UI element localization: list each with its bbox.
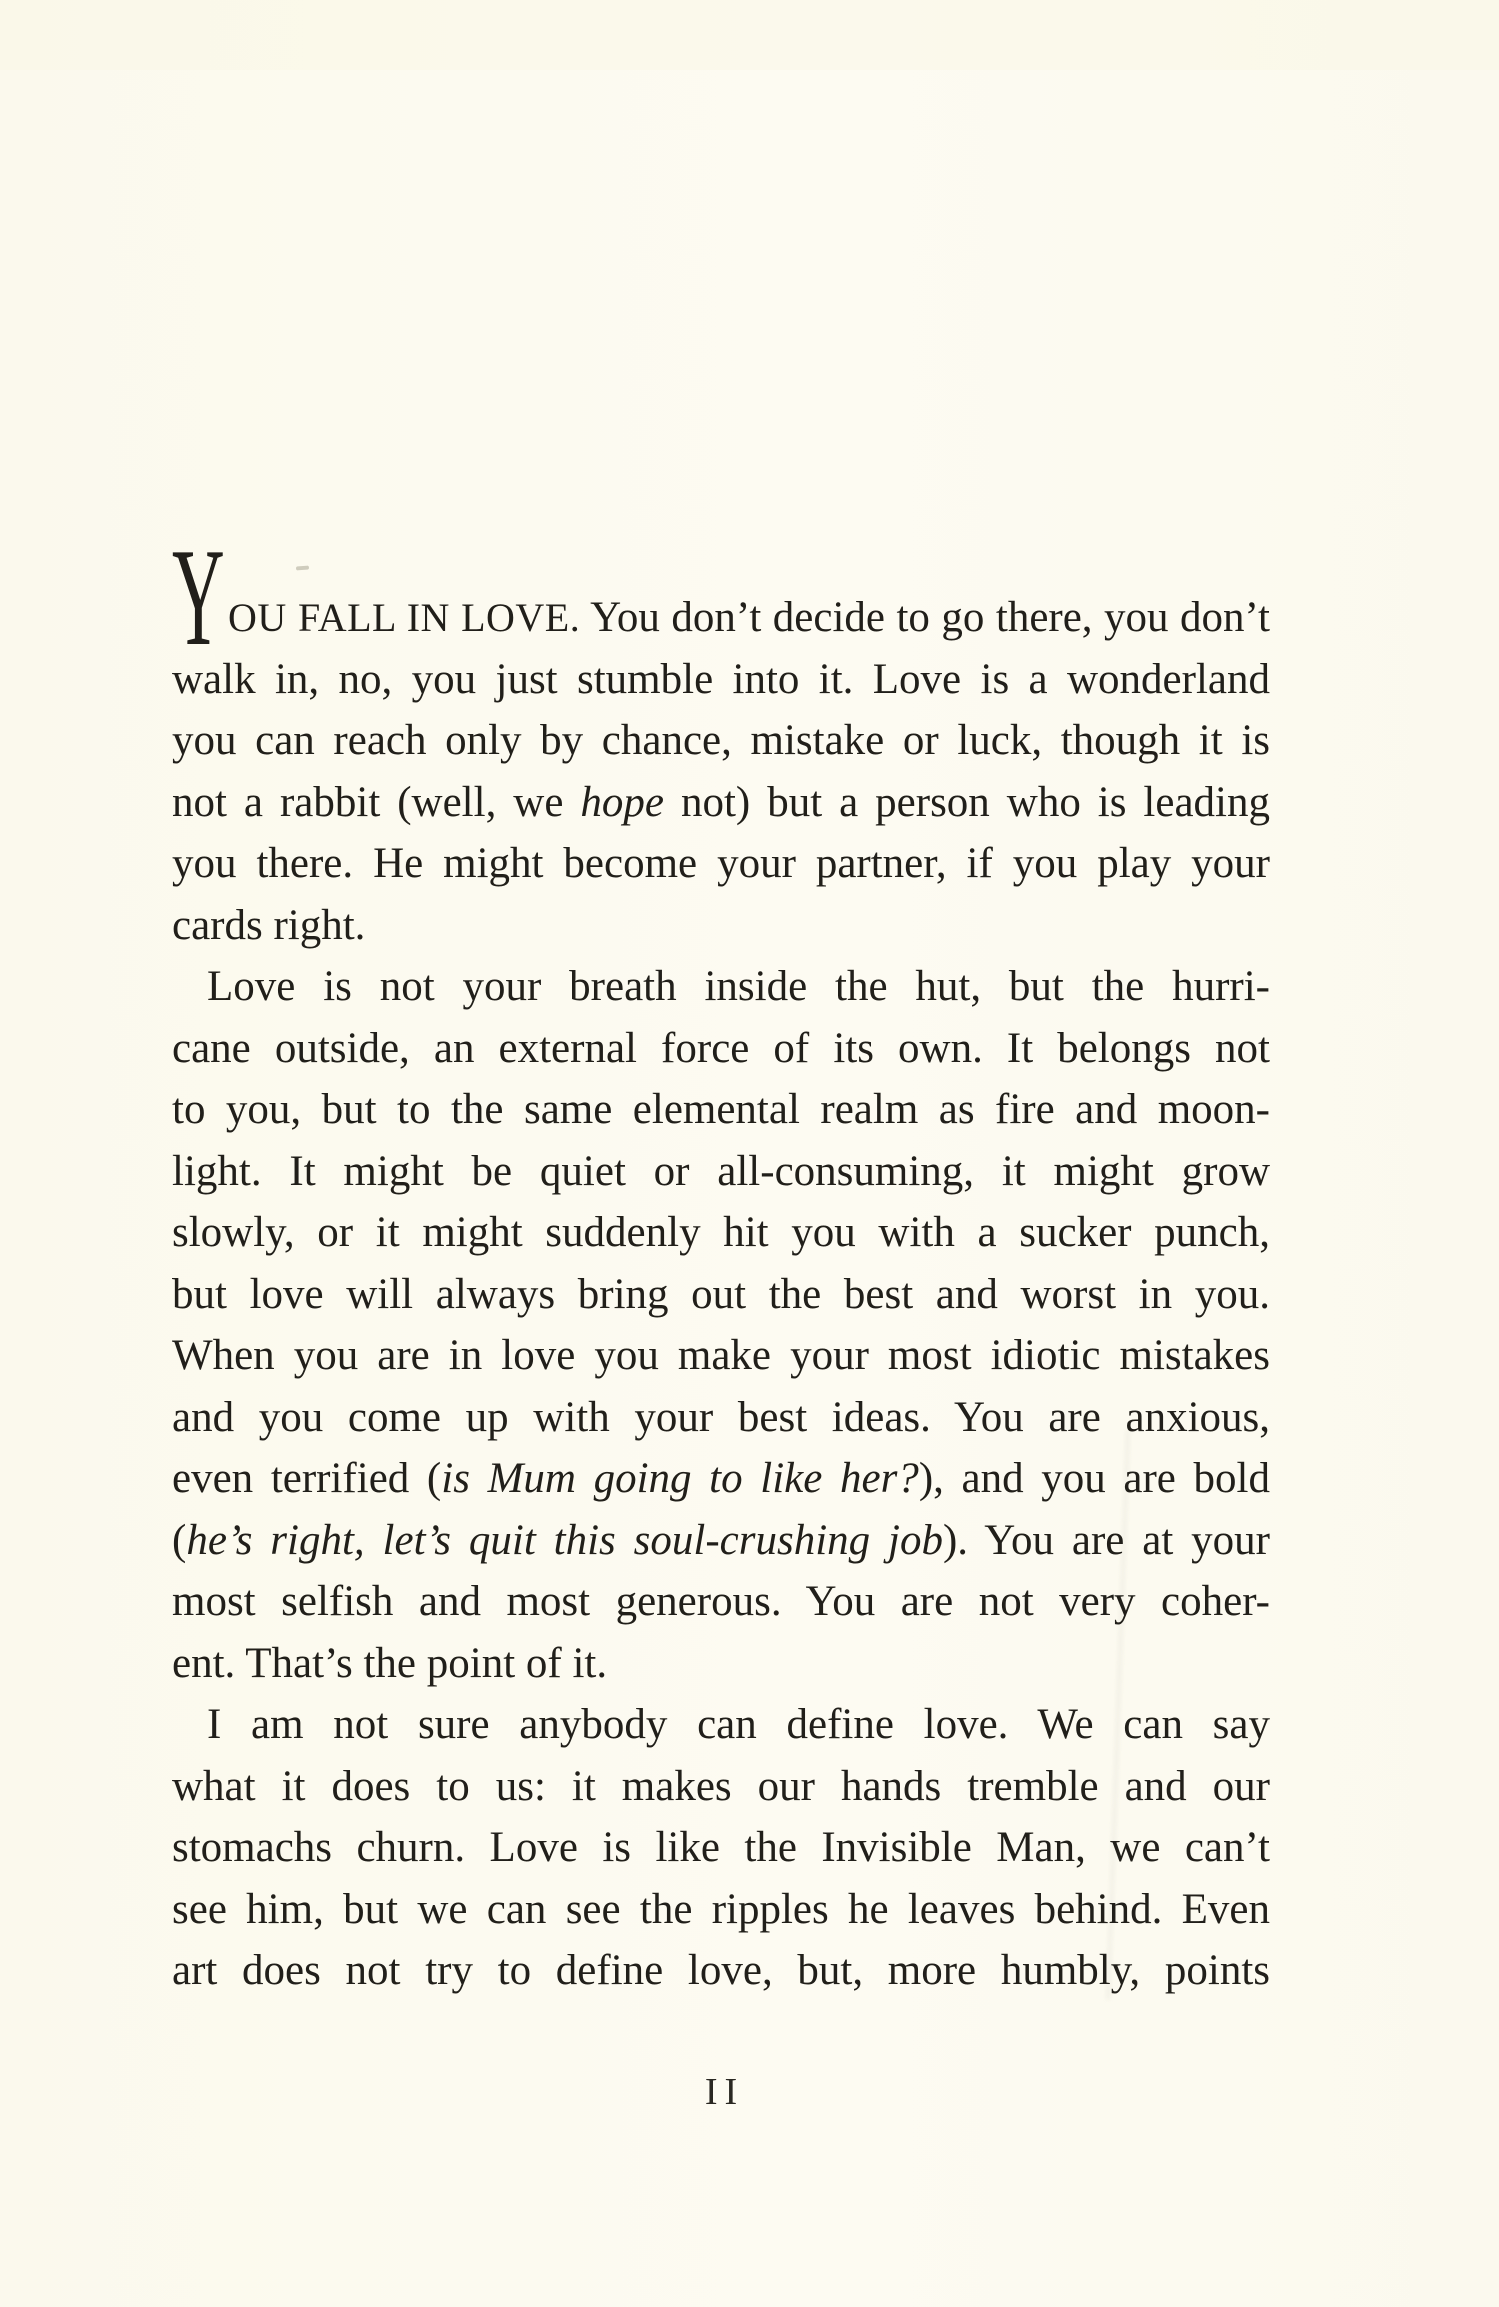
text-line bbox=[172, 1940, 1270, 2002]
text-run: see him, but we can see the ripples he leaves behind. Even bbox=[172, 1885, 1270, 1933]
text-run: walk in, no, you just stumble into it. Love is a wonderland bbox=[172, 655, 1270, 703]
text-line bbox=[172, 710, 1270, 772]
text-run: I am not sure anybody can define love. We can say bbox=[207, 1701, 1270, 1748]
text-run: Love is not your breath inside the hut, but the hurri- bbox=[207, 963, 1270, 1010]
text-run: You don’t decide to go there, you don’t bbox=[580, 594, 1270, 641]
italic-phrase: hope bbox=[580, 778, 664, 826]
text-line bbox=[172, 649, 1270, 711]
text-run: cards right. bbox=[172, 901, 366, 949]
text-run: ). You are at your bbox=[942, 1516, 1270, 1564]
text-line bbox=[172, 772, 1270, 834]
text-run: you can reach only by chance, mistake or luck, though it is bbox=[172, 717, 1270, 764]
text-run: When you are in love you make your most idiotic mistakes bbox=[172, 1332, 1270, 1379]
text-line bbox=[172, 1817, 1270, 1879]
text-run: ( bbox=[172, 1516, 187, 1564]
page-number: II bbox=[704, 2071, 745, 2113]
italic-phrase: is Mum going to like her? bbox=[441, 1455, 919, 1502]
text-run: and you come up with your best ideas. You are anxious, bbox=[172, 1393, 1270, 1441]
scan-shade bbox=[0, 0, 1499, 70]
text-line bbox=[172, 1141, 1270, 1203]
scan-speck bbox=[296, 566, 309, 571]
text-line bbox=[172, 1510, 1270, 1572]
italic-phrase: he’s right, let’s quit this soul-crushing job bbox=[186, 1516, 943, 1564]
text-line bbox=[172, 1387, 1270, 1449]
text-line bbox=[172, 1018, 1270, 1080]
text-line bbox=[172, 1694, 1270, 1756]
text-line bbox=[172, 1202, 1270, 1264]
text-run: cane outside, an external force of its own. It belongs not bbox=[172, 1024, 1270, 1072]
text-line bbox=[172, 1633, 1270, 1695]
text-line bbox=[172, 1264, 1270, 1326]
text-run: art does not try to define love, but, more humbly, points bbox=[172, 1947, 1270, 1994]
text-line bbox=[172, 1756, 1270, 1818]
text-run: ), and you are bold bbox=[918, 1455, 1270, 1502]
text-run: what it does to us: it makes our hands tremble and our bbox=[172, 1762, 1270, 1810]
text-run: but love will always bring out the best and worst in you. bbox=[172, 1270, 1270, 1318]
text-run: stomachs churn. Love is like the Invisible Man, we can’t bbox=[172, 1824, 1270, 1871]
text-line bbox=[172, 1448, 1270, 1510]
text-line bbox=[172, 1879, 1270, 1941]
text-line bbox=[172, 1571, 1270, 1633]
text-line: YOU FALL IN LOVE. You don’t decide to go there, you don’t bbox=[172, 520, 1270, 675]
text-run: not a rabbit (well, we bbox=[172, 778, 581, 826]
text-line bbox=[172, 895, 1270, 957]
text-run: slowly, or it might suddenly hit you with a sucker punch, bbox=[172, 1209, 1270, 1256]
small-caps-opening: OU FALL IN LOVE. bbox=[228, 595, 581, 640]
text-line bbox=[172, 1079, 1270, 1141]
text-run: most selfish and most generous. You are not very coher- bbox=[172, 1578, 1270, 1625]
text-run: not) but a person who is leading bbox=[664, 778, 1270, 826]
text-run: light. It might be quiet or all-consuming, it might grow bbox=[172, 1147, 1270, 1195]
text-block bbox=[172, 520, 1270, 2002]
text-run: even terrified ( bbox=[172, 1455, 442, 1502]
text-line bbox=[172, 833, 1270, 895]
text-run: you there. He might become your partner, if you play your bbox=[172, 840, 1270, 887]
text-line bbox=[172, 956, 1270, 1018]
text-run: ent. That’s the point of it. bbox=[172, 1639, 608, 1687]
text-line bbox=[172, 1325, 1270, 1387]
text-run: to you, but to the same elemental realm as fire and moon- bbox=[172, 1086, 1270, 1133]
